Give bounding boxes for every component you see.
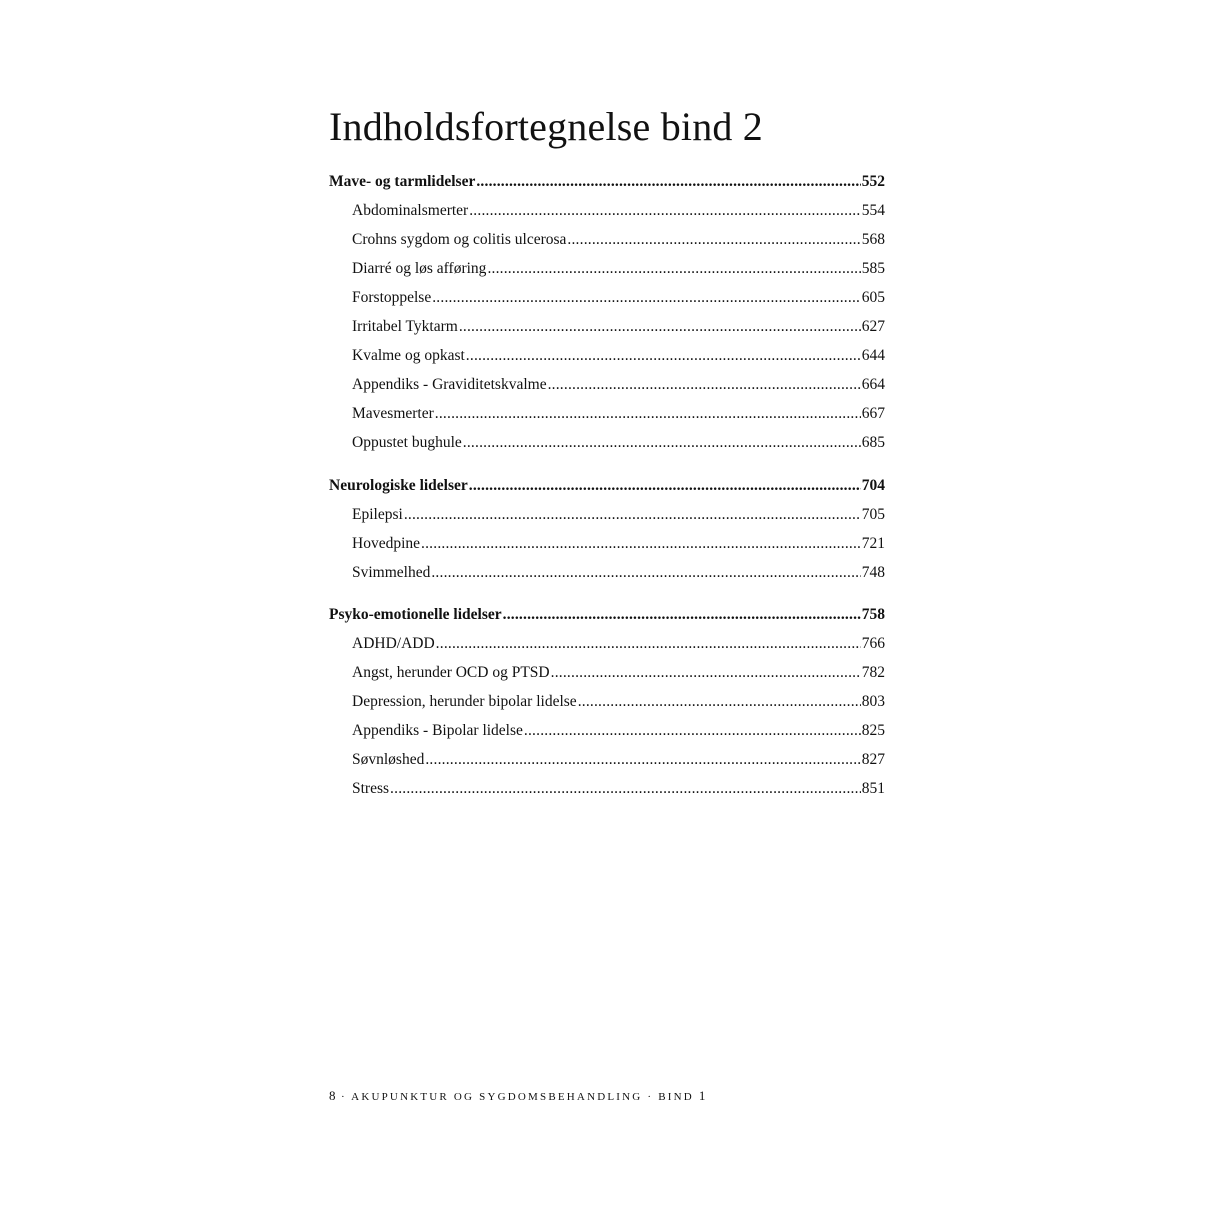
toc-entry-label: Hovedpine — [352, 534, 421, 552]
toc-entry-page: 766 — [861, 635, 885, 652]
toc-entry-label: Angst, herunder OCD og PTSD — [352, 664, 550, 681]
dot-leader — [431, 558, 860, 587]
dot-leader — [476, 167, 860, 196]
dot-leader — [459, 312, 861, 341]
toc-entry-label: Stress — [352, 780, 390, 797]
toc-entry-page: 554 — [861, 202, 885, 219]
toc-entry[interactable] — [329, 312, 885, 341]
toc-entry-page: 758 — [861, 606, 885, 623]
toc-entry-label: Abdominalsmerter — [352, 202, 469, 219]
toc-entry-page: 704 — [861, 476, 885, 494]
toc-entry[interactable] — [329, 500, 885, 529]
footer-page-number: 8 — [329, 1088, 336, 1103]
toc-entry[interactable] — [329, 399, 885, 428]
dot-leader — [469, 471, 861, 500]
toc-entry-page: 748 — [861, 563, 885, 581]
footer-volume-number: 1 — [698, 1088, 706, 1103]
dot-leader — [390, 774, 861, 803]
toc-entry[interactable] — [329, 370, 885, 399]
toc-entry[interactable] — [329, 341, 885, 370]
dot-leader — [421, 529, 861, 558]
toc-entry-label: Appendiks - Graviditetskvalme — [352, 376, 547, 393]
footer-volume-label: BIND — [658, 1091, 694, 1103]
toc-entry-label: Neurologiske lidelser — [329, 476, 468, 494]
toc-entry-page: 667 — [861, 405, 885, 422]
page-footer — [329, 1088, 706, 1105]
toc-entry-label: Diarré og løs afføring — [352, 260, 487, 277]
dot-leader — [567, 225, 860, 254]
dot-leader — [487, 254, 860, 283]
dot-leader — [463, 428, 861, 457]
dot-leader — [404, 500, 861, 529]
footer-separator: · — [340, 1091, 347, 1103]
toc-entry[interactable] — [329, 254, 885, 283]
toc-section-heading[interactable] — [329, 600, 885, 629]
toc-entry[interactable] — [329, 687, 885, 716]
toc-section-neurological — [329, 471, 885, 587]
toc-section-digestive — [329, 167, 885, 457]
toc-entry-page: 568 — [861, 231, 885, 248]
dot-leader — [469, 196, 861, 225]
toc-entry-label: Psyko-emotionelle lidelser — [329, 606, 502, 623]
toc-entry-label: Oppustet bughule — [352, 434, 462, 451]
dot-leader — [436, 629, 861, 658]
toc-entry[interactable] — [329, 658, 885, 687]
toc-entry-page: 605 — [861, 289, 885, 306]
toc-section-psycho-emotional — [329, 600, 885, 803]
toc-entry[interactable] — [329, 774, 885, 803]
toc-section-heading[interactable] — [329, 167, 885, 196]
toc-entry-label: Crohns sygdom og colitis ulcerosa — [352, 231, 567, 248]
toc-entry[interactable] — [329, 629, 885, 658]
toc-entry[interactable] — [329, 558, 885, 587]
document-page — [329, 0, 885, 1213]
toc-entry[interactable] — [329, 428, 885, 457]
dot-leader — [551, 658, 861, 687]
toc-entry-page: 721 — [861, 534, 885, 552]
toc-entry-label: Søvnløshed — [352, 751, 425, 768]
toc-entry-page: 664 — [861, 376, 885, 393]
dot-leader — [466, 341, 861, 370]
toc-entry[interactable] — [329, 529, 885, 558]
toc-entry[interactable] — [329, 745, 885, 774]
toc-entry-page: 827 — [861, 751, 885, 768]
dot-leader — [548, 370, 861, 399]
toc-entry-label: Kvalme og opkast — [352, 347, 465, 364]
toc-entry-page: 803 — [861, 693, 885, 710]
toc-entry-label: Appendiks - Bipolar lidelse — [352, 722, 523, 739]
toc-entry-page: 627 — [861, 318, 885, 335]
toc-entry-label: Svimmelhed — [352, 563, 431, 581]
dot-leader — [432, 283, 861, 312]
dot-leader — [435, 399, 861, 428]
toc-entry-label: Mave- og tarmlidelser — [329, 173, 476, 190]
toc-entry[interactable] — [329, 196, 885, 225]
toc-entry-label: Epilepsi — [352, 505, 403, 523]
toc-entry-page: 585 — [861, 260, 885, 277]
dot-leader — [503, 600, 861, 629]
dot-leader — [524, 716, 861, 745]
toc-entry-label: Forstoppelse — [352, 289, 432, 306]
toc-entry-label: Depression, herunder bipolar lidelse — [352, 693, 577, 710]
toc-entry-label: Irritabel Tyktarm — [352, 318, 458, 335]
table-of-contents — [329, 167, 885, 817]
toc-entry-page: 782 — [861, 664, 885, 681]
toc-entry-label: ADHD/ADD — [352, 635, 435, 652]
toc-entry-page: 851 — [861, 780, 885, 797]
toc-entry[interactable] — [329, 716, 885, 745]
toc-entry[interactable] — [329, 283, 885, 312]
dot-leader — [425, 745, 860, 774]
toc-entry-page: 552 — [861, 173, 885, 190]
dot-leader — [578, 687, 861, 716]
footer-book-title: AKUPUNKTUR OG SYGDOMSBEHANDLING — [351, 1091, 643, 1103]
toc-entry-label: Mavesmerter — [352, 405, 434, 422]
toc-entry[interactable] — [329, 225, 885, 254]
toc-entry-page: 825 — [861, 722, 885, 739]
page-title: Indholdsfortegnelse bind 2 — [329, 104, 764, 149]
toc-section-heading[interactable] — [329, 471, 885, 500]
footer-separator: · — [647, 1091, 654, 1103]
toc-entry-page: 644 — [861, 347, 885, 364]
toc-entry-page: 685 — [861, 434, 885, 451]
toc-entry-page: 705 — [861, 505, 885, 523]
